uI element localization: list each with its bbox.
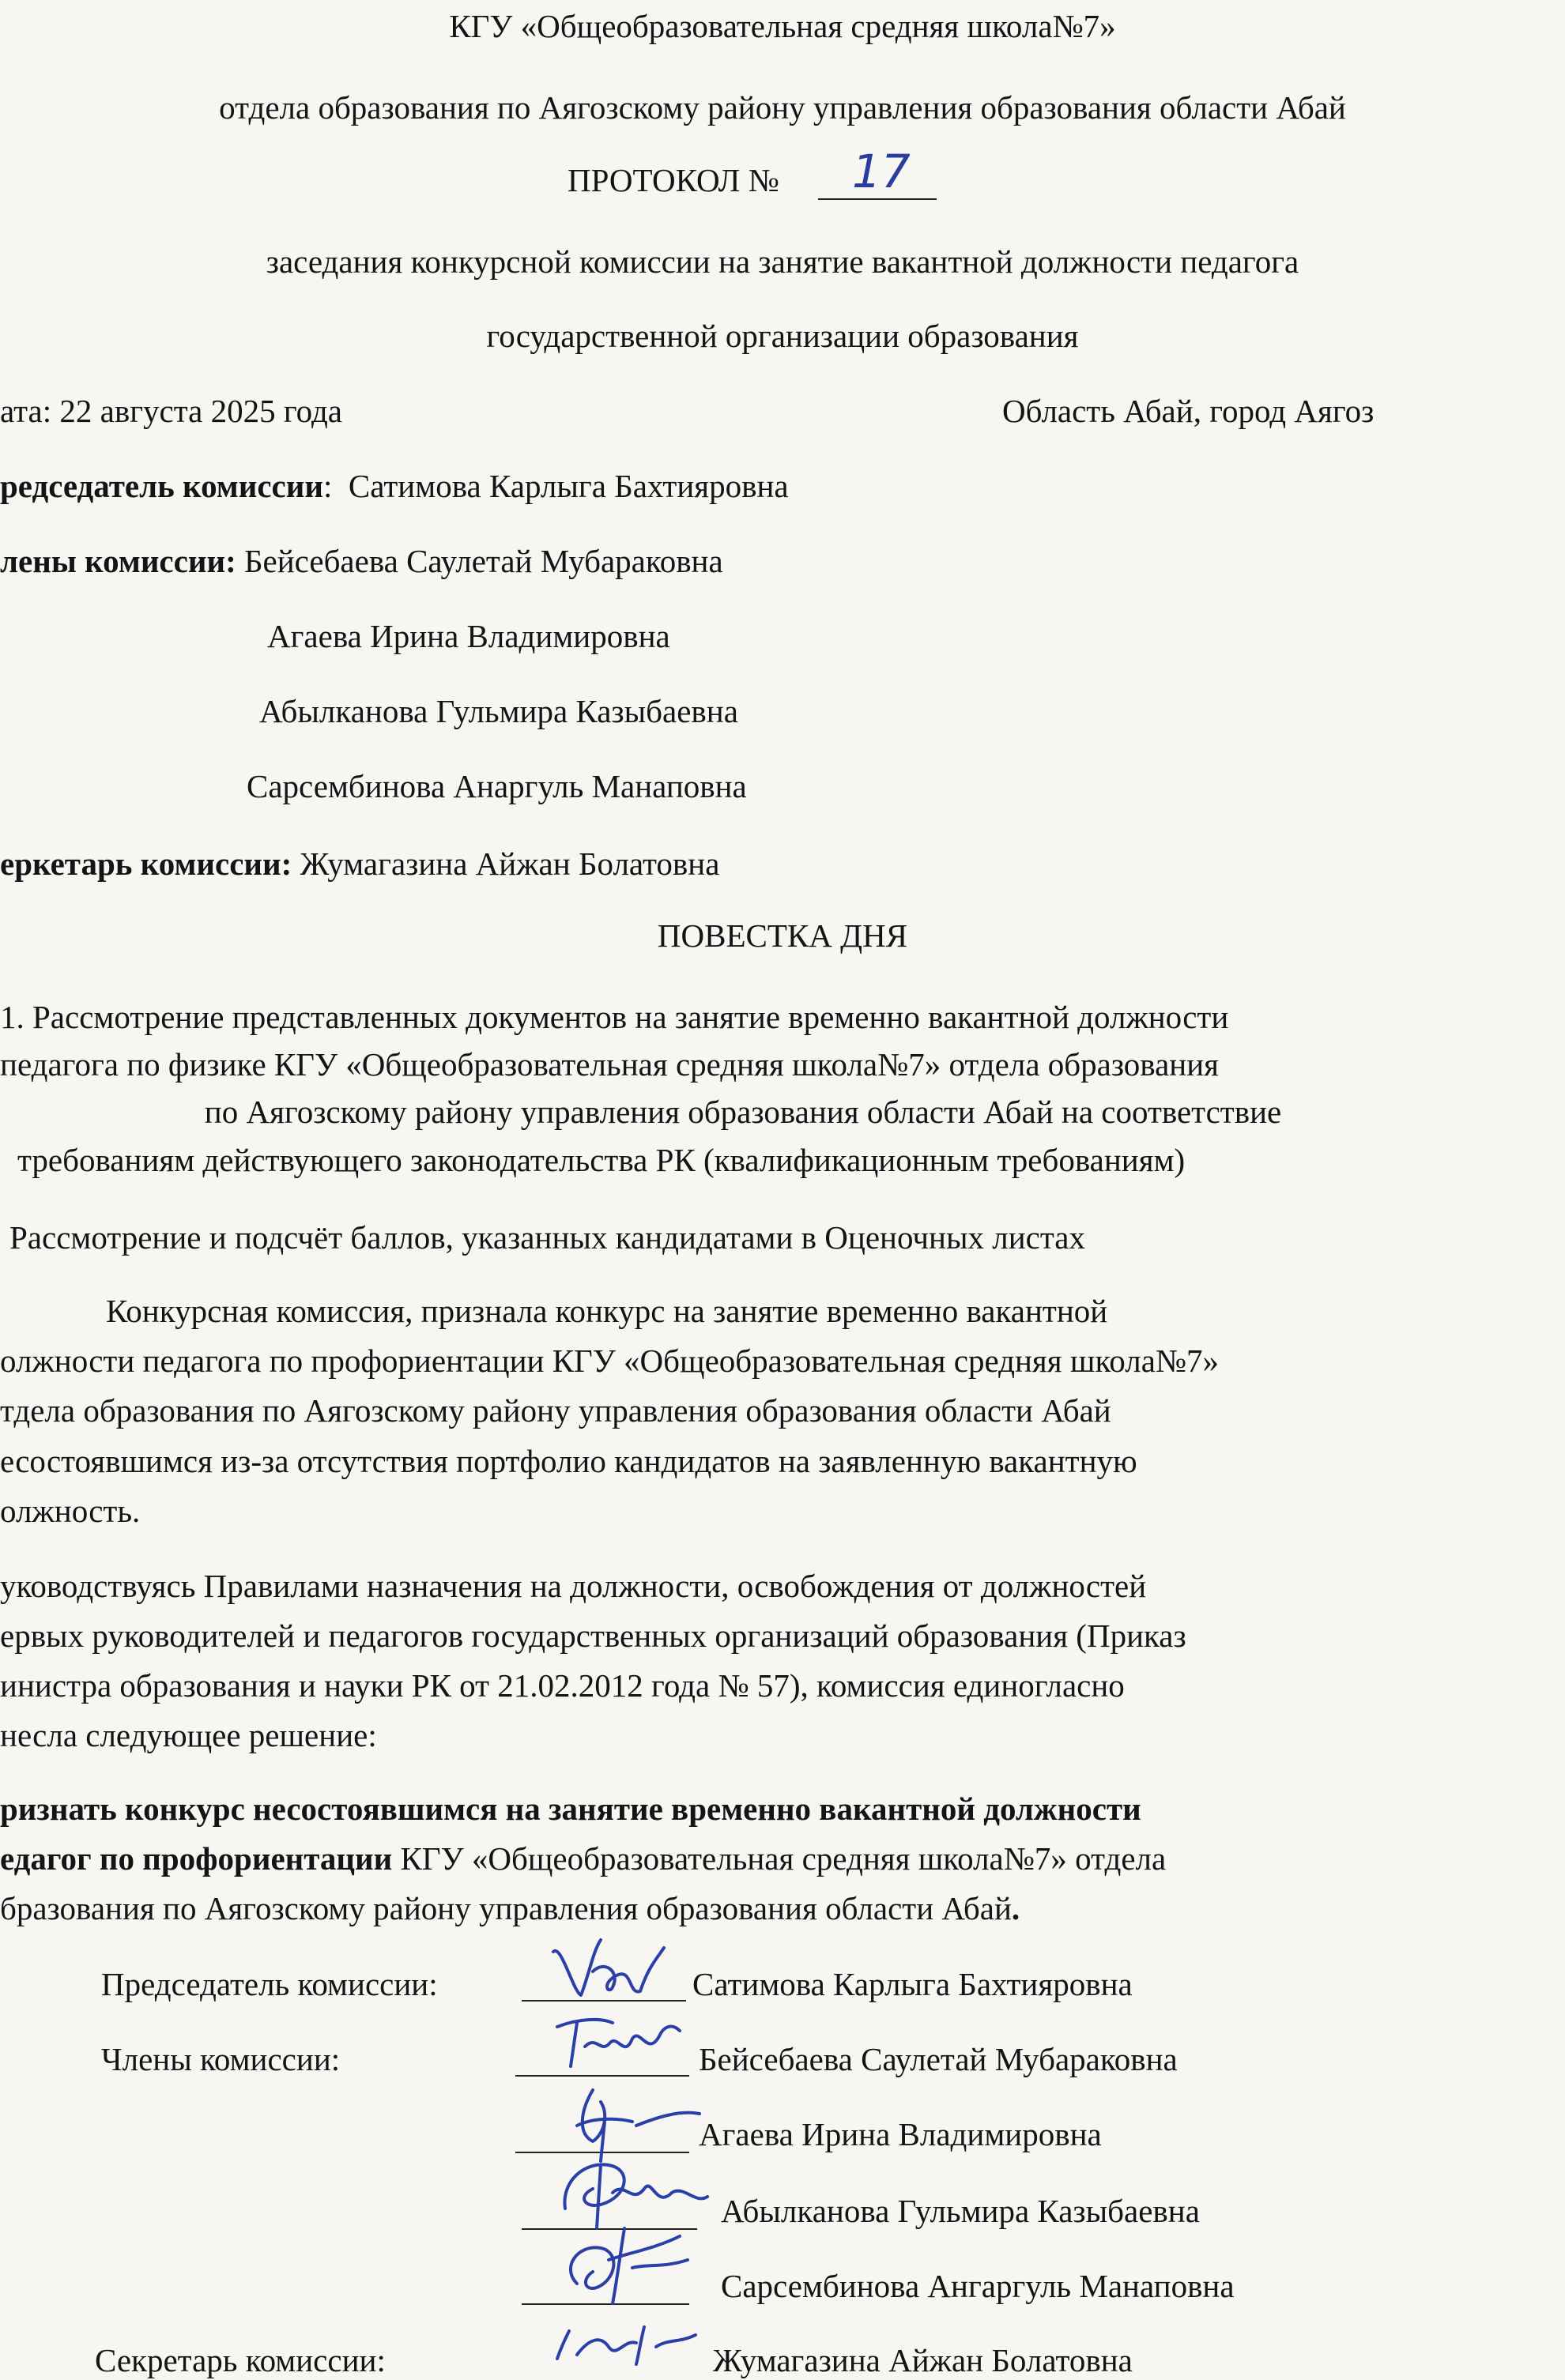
member-name: Сарсембинова Анаргуль Манаповна [247,768,747,804]
para1-line: тдела образования по Аягозскому району управления образования области Абай [0,1392,1111,1429]
sign-member-name: Агаева Ирина Владимировна [699,2116,1102,2152]
protocol-label: ПРОТОКОЛ № [568,162,779,198]
chair-label: редседатель комиссии [0,468,323,504]
agenda-item-1-line: педагога по физике КГУ «Общеобразовательная средняя школа№7» отдела образования [0,1046,1220,1083]
sign-secretary-name: Жумагазина Айжан Болатовна [713,2342,1133,2378]
member-name: Бейсебаева Саулетай Мубараковна [243,543,723,579]
para2-line: инистра образования и науки РК от 21.02.2012 года № 57), комиссия единогласно [0,1667,1125,1704]
members-label: лены комиссии: [0,543,236,579]
secretary-name: Жумагазина Айжан Болатовна [300,845,720,882]
agenda-item-1-line: по Аягозскому району управления образования области Абай на соответствие [204,1094,1282,1130]
para2-line: уководствуясь Правилами назначения на должности, освобождения от должностей [0,1568,1147,1604]
para2-line: несла следующее решение: [0,1717,377,1753]
decision-line: едагог по профориентации КГУ «Общеобразовательная средняя школа№7» отдела [0,1840,1167,1877]
secretary-label: еркетарь комиссии: [0,845,292,882]
agenda-item-1-line: требованиям действующего законодательства РК (квалификационным требованиям) [17,1142,1186,1178]
agenda-title: ПОВЕСТКА ДНЯ [657,917,908,954]
department-line: отдела образования по Аягозскому району управления образования области Абай [219,89,1346,126]
para1-line: Конкурсная комиссия, признала конкурс на занятие временно вакантной [106,1293,1108,1329]
sign-chair-name: Сатимова Карлыга Бахтияровна [692,1966,1133,2002]
chair-line: редседатель комиссии: Сатимова Карлыга Бахтияровна [0,468,789,504]
secretary-line [0,844,719,883]
member-signature [553,2011,688,2082]
member-name: Абылканова Гульмира Казыбаевна [259,693,738,729]
agenda-item-2: Рассмотрение и подсчёт баллов, указанных кандидатами в Оценочных листах [9,1219,1085,1256]
sign-secretary-label: Секретарь комиссии: [95,2342,386,2378]
members-line [0,541,723,581]
sign-member-name: Бейсебаева Саулетай Мубараковна [699,2041,1178,2077]
protocol-number-line [818,198,937,200]
secretary-signature [545,2323,703,2364]
para1-line: есостоявшимся из-за отсутствия портфолио кандидатов на заявленную вакантную [0,1443,1137,1479]
chair-name: Сатимова Карлыга Бахтияровна [348,468,789,504]
agenda-item-1-line: 1. Рассмотрение представленных документов на занятие временно вакантной должности [0,999,1229,1035]
protocol-number: 17 [852,145,911,198]
para1-line: олжность. [0,1493,141,1529]
sign-chair-label: Председатель комиссии: [101,1966,438,2002]
para2-line: ервых руководителей и педагогов государственных организаций образования (Приказ [0,1617,1186,1654]
member-name: Агаева Ирина Владимировна [267,618,670,654]
member-signature [553,2220,696,2307]
chair-signature [545,1928,680,2007]
subject-line-2: государственной организации образования [486,318,1079,354]
decision-line: ризнать конкурс несостоявшимся на занятие временно вакантной должности [0,1791,1141,1827]
meeting-place: Область Абай, город Аягоз [1002,393,1375,429]
sign-members-label: Члены комиссии: [101,2041,341,2077]
sign-member-name: Сарсембинова Ангаргуль Манаповна [721,2268,1235,2304]
decision-line: бразования по Аягозскому району управления образования области Абай. [0,1890,1020,1926]
meeting-date: ата: 22 августа 2025 года [0,393,343,429]
sign-member-name: Абылканова Гульмира Казыбаевна [721,2193,1200,2229]
subject-line-1: заседания конкурсной комиссии на занятие вакантной должности педагога [266,243,1299,280]
protocol-title [568,160,779,200]
org-title: КГУ «Общеобразовательная средняя школа№7» [449,8,1116,44]
para1-line: олжности педагога по профориентации КГУ «Общеобразовательная средняя школа№7» [0,1343,1220,1379]
